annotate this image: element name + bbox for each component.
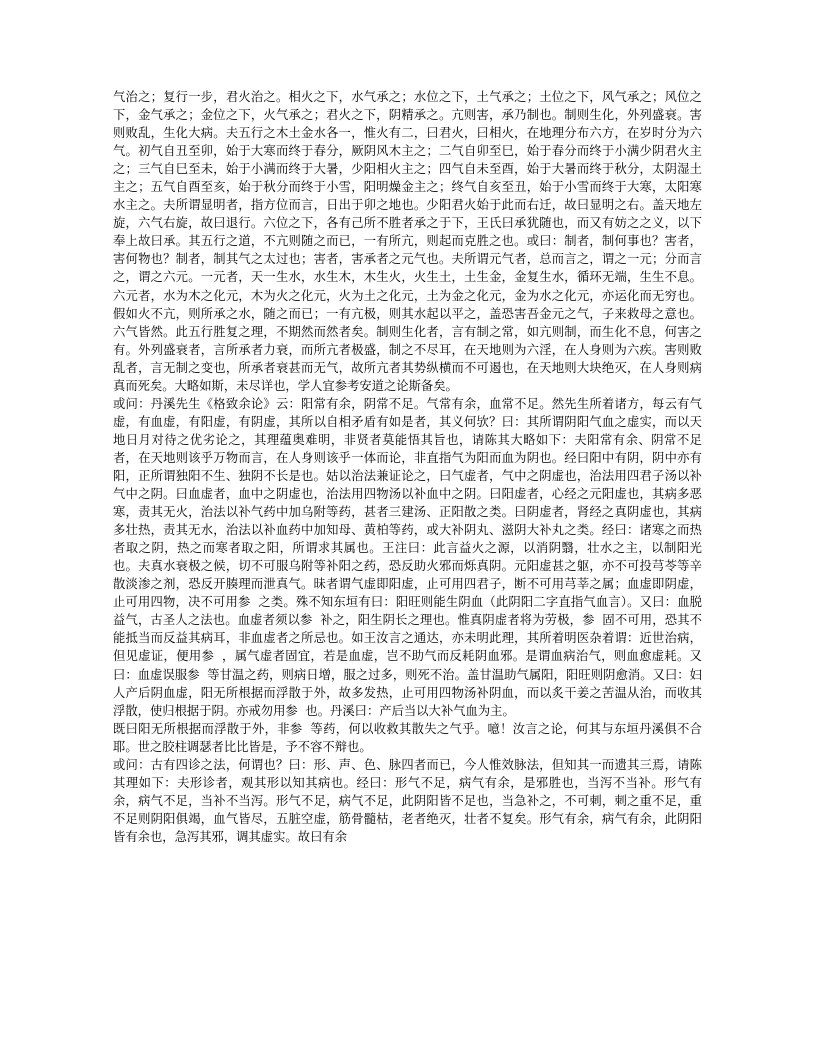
paragraph-bianlun: 既曰阳无所根据而浮散于外，非参 等药，何以收救其散失之气乎。噫！汝言之论，何其与东垣丹溪俱不合耶。世之胶柱调瑟者比比皆是，予不容不辩也。 (113, 721, 702, 754)
paragraph-wuyun-liuqi: 气治之；复行一步，君火治之。相火之下，水气承之；水位之下，土气承之；土位之下，风气承之；风位之下，金气承之；金位之下，火气承之；君火之下，阴精承之。亢则害，承乃制也。制则生化，外列盛衰。害则败乱，生化大病。夫五行之木土金水各一，惟火有二，曰君火，曰相火，在地理分布六方，在岁时分为六气。初气自丑至卯，始于大寒而终于春分，厥阴风木主之；二气自卯至巳，始于春分而终于小满少阴君火主之；三气自巳至未，始于小满而终于大暑，少阳相火主之；四气自未至酉，始于大暑而终于秋分，太阴湿土主之；五气自酉至亥，始于秋分而终于小雪，阳明燥金主之；终气自亥至丑，始于小雪而终于大寒，太阳寒水主之。夫所谓显明者，指方位而言，日出于卯之地也。少阳君火始于此而右迁，故曰显明之右。盖天地左旋，六气右旋，故曰退行。六位之下，各有己所不胜者承之于下，王氏曰承犹随也，而又有妨之之义，以下奉上故曰承。其五行之道，不亢则随之而已，一有所亢，则起而克胜之也。或曰：制者，制何事也？害者，害何物也？制者，制其气之太过也；害者，害承者之元气也。夫所谓元气者，总而言之，谓之一元；分而言之，谓之六元。一元者，天一生水，水生木，木生火，火生土，土生金，金复生水，循环无端，生生不息。六元者，水为木之化元，木为火之化元，火为土之化元，土为金之化元，金为水之化元，亦运化而无穷也。假如火不亢，则所承之水，随之而已；一有亢极，则其水起以平之，盖恐害吾金元之气，子来救母之意也。六气皆然。此五行胜复之理，不期然而然者矣。制则生化者，言有制之常，如亢则制，而生化不息，何害之有。外列盛衰者，言所承者力衰，而所亢者极盛，制之不尽耳，在天地则为六淫，在人身则为六疾。害则败乱者，言无制之变也，所承者衰甚而无气，故所亢者其势纵横而不可遏也，在天地则大块绝灭，在人身则病真而死矣。大略如斯，未尽详也，学人宜参考安道之论斯备矣。 (113, 90, 702, 393)
paragraph-sizhen: 或问：古有四诊之法，何谓也？曰：形、声、色、脉四者而已，今人惟效脉法，但知其一而遗其三焉，请陈其理如下：夫形诊者，观其形以知其病也。经曰：形气不足，病气有余，是邪胜也，当泻不当补。形气有余，病气不足，当补不当泻。形气不足，病气不足，此阴阳皆不足也，当急补之，不可刺，刺之重不足，重不足则阴阳俱竭，血气皆尽，五脏空虚，筋骨髓枯，老者绝灭，壮者不复矣。形气有余，病气有余，此阴阳皆有余也，急泻其邪，调其虚实。故曰有余 (113, 757, 702, 844)
text-column (113, 88, 702, 846)
paragraph-yinyang-qixue: 或问：丹溪先生《格致余论》云：阳常有余，阴常不足。气常有余，血常不足。然先生所着诸方，每云有气虚，有血虚，有阳虚，有阴虚，其所以自相矛盾有如是者，其义何欤？曰：其所谓阴阳气血之虚实，而以天地日月对待之优劣论之，其理蕴奥难明，非贤者莫能悟其旨也，请陈其大略如下：夫阳常有余、阴常不足者，在天地则该乎万物而言，在人身则该乎一体而论，非直指气为阳而血为阴也。经曰阳中有阴，阴中亦有阳，正所谓独阳不生、独阴不长是也。姑以治法兼证论之，曰气虚者，气中之阴虚也，治法用四君子汤以补气中之阴。曰血虚者，血中之阴虚也，治法用四物汤以补血中之阴。曰阳虚者，心经之元阳虚也，其病多恶寒，责其无火，治法以补气药中加乌附等药，甚者三建汤、正阳散之类。曰阴虚者，肾经之真阴虚也，其病多壮热，责其无水，治法以补血药中加知母、黄柏等药，或大补阴丸、滋阴大补丸之类。经曰：诸寒之而热者取之阴，热之而寒者取之阳，所谓求其属也。王注曰：此言益火之源，以消阴翳，壮水之主，以制阳光也。夫真水衰极之候，切不可服乌附等补阳之药，恐反助火邪而烁真阴。元阳虚甚之躯，亦不可投芎苓等辛散淡渗之剂，恐反开腠理而泄真气。昧者谓气虚即阳虚，止可用四君子，断不可用芎莘之属；血虚即阴虚，止可用四物，决不可用参 之类。殊不知东垣有曰：阳旺则能生阴血（此阴阳二字直指气血言）。又曰：血脱益气，古圣人之法也。血虚者须以参 补之，阳生阴长之理也。惟真阴虚者将为劳极，参 固不可用，恐其不能抵当而反益其病耳，非血虚者之所忌也。如王汝言之通达，亦未明此理，其所着明医杂着谓：近世治病，但见虚证，便用参 ，属气虚者固宜，若是血虚，岂不助气而反耗阴血邪。是谓血病治气，则血愈虚耗。又曰：血虚误服参 等甘温之药，则病日增，服之过多，则死不治。盖甘温助气属阳，阳旺则阴愈消。又曰：妇人产后阴血虚，阳无所根据而浮散于外，故多发热，止可用四物汤补阴血，而以炙干姜之苦温从治，而收其浮散，使归根据于阴。亦戒勿用参 也。丹溪曰：产后当以大补气血为主。 (113, 396, 702, 718)
